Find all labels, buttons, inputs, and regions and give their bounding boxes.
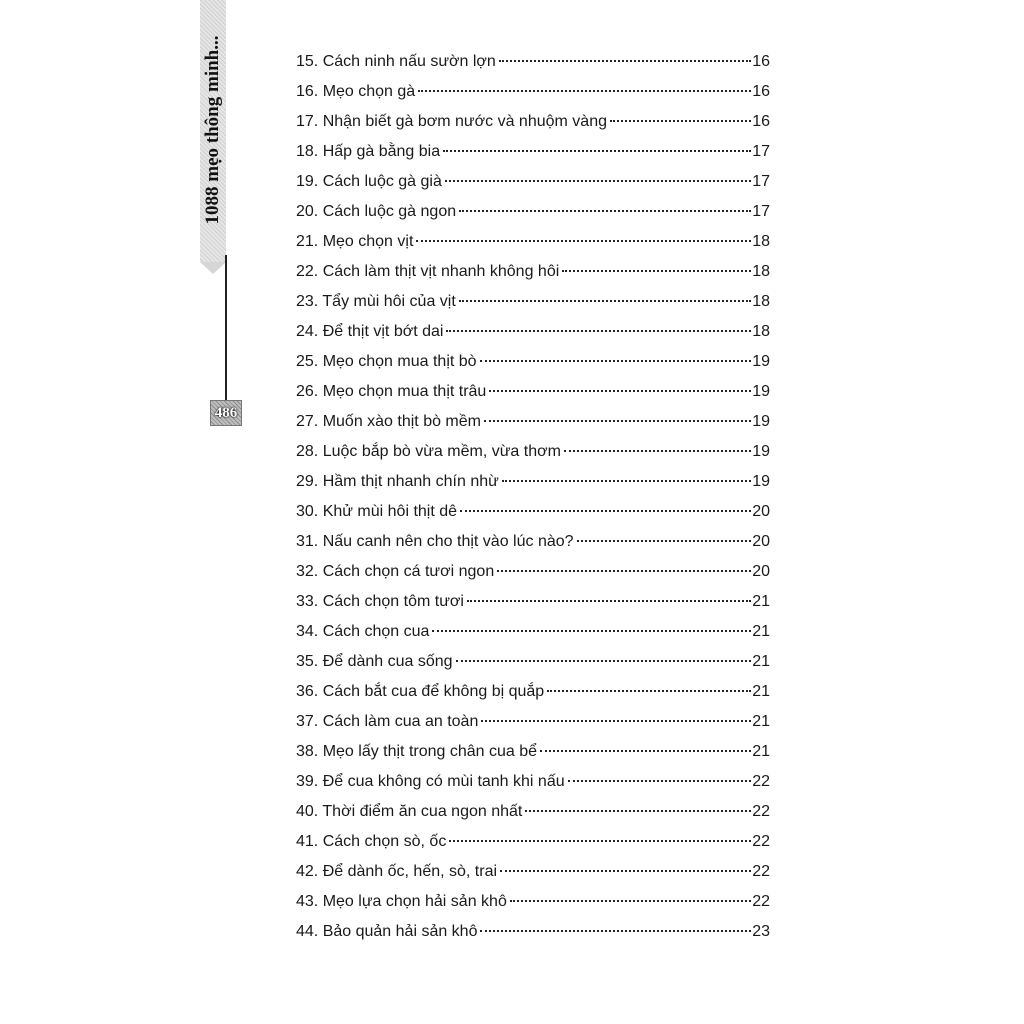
toc-dot-leader — [499, 60, 751, 62]
toc-entry — [296, 437, 770, 467]
toc-entry-page: 21 — [752, 593, 770, 610]
toc-dot-leader — [484, 420, 751, 422]
toc-entry-title: 43. Mẹo lựa chọn hải sản khô — [296, 893, 507, 910]
toc-entry — [296, 827, 770, 857]
toc-entry-title: 42. Để dành ốc, hến, sò, trai — [296, 863, 498, 880]
toc-entry-page: 22 — [752, 863, 770, 880]
toc-entry — [296, 737, 770, 767]
toc-dot-leader — [500, 870, 751, 872]
toc-entry-title: 35. Để dành cua sống — [296, 653, 453, 670]
toc-dot-leader — [459, 210, 751, 212]
toc-entry — [296, 917, 770, 947]
toc-entry-title: 27. Muốn xào thịt bò mềm — [296, 413, 481, 430]
toc-entry-page: 21 — [752, 623, 770, 640]
toc-entry — [296, 47, 770, 77]
toc-entry-title: 25. Mẹo chọn mua thịt bò — [296, 353, 477, 370]
toc-entry-title: 15. Cách ninh nấu sườn lợn — [296, 53, 496, 70]
toc-entry — [296, 857, 770, 887]
toc-entry-title: 34. Cách chọn cua — [296, 623, 430, 640]
toc-dot-leader — [497, 570, 751, 572]
toc-entry-title: 32. Cách chọn cá tươi ngon — [296, 563, 495, 580]
toc-dot-leader — [525, 810, 751, 812]
toc-dot-leader — [502, 480, 751, 482]
toc-entry-title: 38. Mẹo lấy thịt trong chân cua bể — [296, 743, 538, 760]
toc-entry — [296, 557, 770, 587]
toc-entry — [296, 677, 770, 707]
toc-dot-leader — [467, 600, 751, 602]
toc-dot-leader — [456, 660, 752, 662]
toc-dot-leader — [459, 300, 751, 302]
toc-entry-title: 18. Hấp gà bằng bia — [296, 143, 441, 160]
toc-entry — [296, 347, 770, 377]
toc-entry-title: 44. Bảo quản hải sản khô — [296, 923, 478, 940]
toc-entry-page: 22 — [752, 893, 770, 910]
table-of-contents — [296, 47, 770, 947]
toc-entry-page: 21 — [752, 713, 770, 730]
toc-entry-title: 31. Nấu canh nên cho thịt vào lúc nào? — [296, 533, 574, 550]
toc-entry-title: 16. Mẹo chọn gà — [296, 83, 416, 100]
toc-entry-title: 23. Tẩy mùi hôi của vịt — [296, 293, 456, 310]
toc-dot-leader — [449, 840, 751, 842]
toc-entry — [296, 317, 770, 347]
toc-entry-title: 22. Cách làm thịt vịt nhanh không hôi — [296, 263, 560, 280]
toc-entry-page: 22 — [752, 833, 770, 850]
toc-entry-page: 17 — [752, 143, 770, 160]
toc-entry-title: 24. Để thịt vịt bớt dai — [296, 323, 444, 340]
toc-entry-title: 37. Cách làm cua an toàn — [296, 713, 479, 730]
toc-entry-page: 19 — [752, 443, 770, 460]
toc-entry-title: 28. Luộc bắp bò vừa mềm, vừa thơm — [296, 443, 561, 460]
toc-entry-title: 17. Nhận biết gà bơm nước và nhuộm vàng — [296, 113, 607, 130]
toc-dot-leader — [480, 360, 752, 362]
toc-entry-page: 22 — [752, 773, 770, 790]
toc-entry-page: 23 — [752, 923, 770, 940]
toc-entry — [296, 257, 770, 287]
toc-entry — [296, 77, 770, 107]
toc-dot-leader — [540, 750, 751, 752]
toc-entry-title: 30. Khử mùi hôi thịt dê — [296, 503, 458, 520]
toc-entry-title: 26. Mẹo chọn mua thịt trâu — [296, 383, 487, 400]
toc-entry-page: 19 — [752, 353, 770, 370]
toc-entry-title: 41. Cách chọn sò, ốc — [296, 833, 447, 850]
toc-entry-title: 33. Cách chọn tôm tươi — [296, 593, 464, 610]
toc-entry-page: 19 — [752, 383, 770, 400]
toc-dot-leader — [432, 630, 751, 632]
toc-entry-title: 40. Thời điểm ăn cua ngon nhất — [296, 803, 523, 820]
toc-entry — [296, 617, 770, 647]
toc-entry-title: 21. Mẹo chọn vịt — [296, 233, 414, 250]
page-number-badge — [210, 400, 242, 426]
toc-entry-page: 16 — [752, 113, 770, 130]
toc-entry-page: 18 — [752, 293, 770, 310]
toc-entry — [296, 107, 770, 137]
toc-dot-leader — [480, 930, 751, 932]
toc-entry — [296, 767, 770, 797]
toc-entry — [296, 467, 770, 497]
toc-entry-title: 19. Cách luộc gà già — [296, 173, 442, 190]
toc-entry-page: 22 — [752, 803, 770, 820]
toc-entry-page: 21 — [752, 653, 770, 670]
toc-entry-page: 16 — [752, 53, 770, 70]
toc-dot-leader — [610, 120, 751, 122]
toc-entry-page: 16 — [752, 83, 770, 100]
toc-dot-leader — [489, 390, 751, 392]
toc-entry — [296, 797, 770, 827]
toc-dot-leader — [510, 900, 751, 902]
toc-entry-page: 20 — [752, 503, 770, 520]
toc-entry — [296, 527, 770, 557]
toc-entry — [296, 377, 770, 407]
toc-entry-page: 18 — [752, 263, 770, 280]
toc-dot-leader — [577, 540, 752, 542]
toc-entry — [296, 497, 770, 527]
toc-entry-title: 20. Cách luộc gà ngon — [296, 203, 457, 220]
toc-entry — [296, 587, 770, 617]
toc-dot-leader — [564, 450, 751, 452]
page-number: 486 — [214, 405, 238, 421]
toc-entry — [296, 287, 770, 317]
toc-entry-page: 21 — [752, 683, 770, 700]
toc-dot-leader — [562, 270, 751, 272]
toc-dot-leader — [460, 510, 751, 512]
margin-rule — [225, 255, 227, 405]
toc-entry-page: 17 — [752, 173, 770, 190]
toc-dot-leader — [416, 240, 751, 242]
toc-entry — [296, 167, 770, 197]
toc-dot-leader — [445, 180, 751, 182]
toc-entry-page: 19 — [752, 413, 770, 430]
toc-entry-title: 36. Cách bắt cua để không bị quắp — [296, 683, 545, 700]
toc-dot-leader — [481, 720, 751, 722]
toc-dot-leader — [443, 150, 751, 152]
toc-entry — [296, 707, 770, 737]
toc-entry — [296, 647, 770, 677]
toc-entry — [296, 887, 770, 917]
toc-entry — [296, 407, 770, 437]
toc-entry-title: 39. Để cua không có mùi tanh khi nấu — [296, 773, 565, 790]
toc-entry-page: 19 — [752, 473, 770, 490]
toc-dot-leader — [418, 90, 751, 92]
toc-dot-leader — [446, 330, 751, 332]
toc-entry-page: 17 — [752, 203, 770, 220]
toc-entry-page: 20 — [752, 563, 770, 580]
toc-entry — [296, 137, 770, 167]
toc-entry-page: 18 — [752, 323, 770, 340]
toc-entry — [296, 197, 770, 227]
toc-entry-page: 18 — [752, 233, 770, 250]
toc-entry-page: 21 — [752, 743, 770, 760]
toc-dot-leader — [547, 690, 751, 692]
running-title: 1088 mẹo thông minh... — [202, 35, 223, 225]
toc-entry-title: 29. Hầm thịt nhanh chín nhừ — [296, 473, 499, 490]
toc-entry — [296, 227, 770, 257]
toc-dot-leader — [568, 780, 752, 782]
toc-entry-page: 20 — [752, 533, 770, 550]
